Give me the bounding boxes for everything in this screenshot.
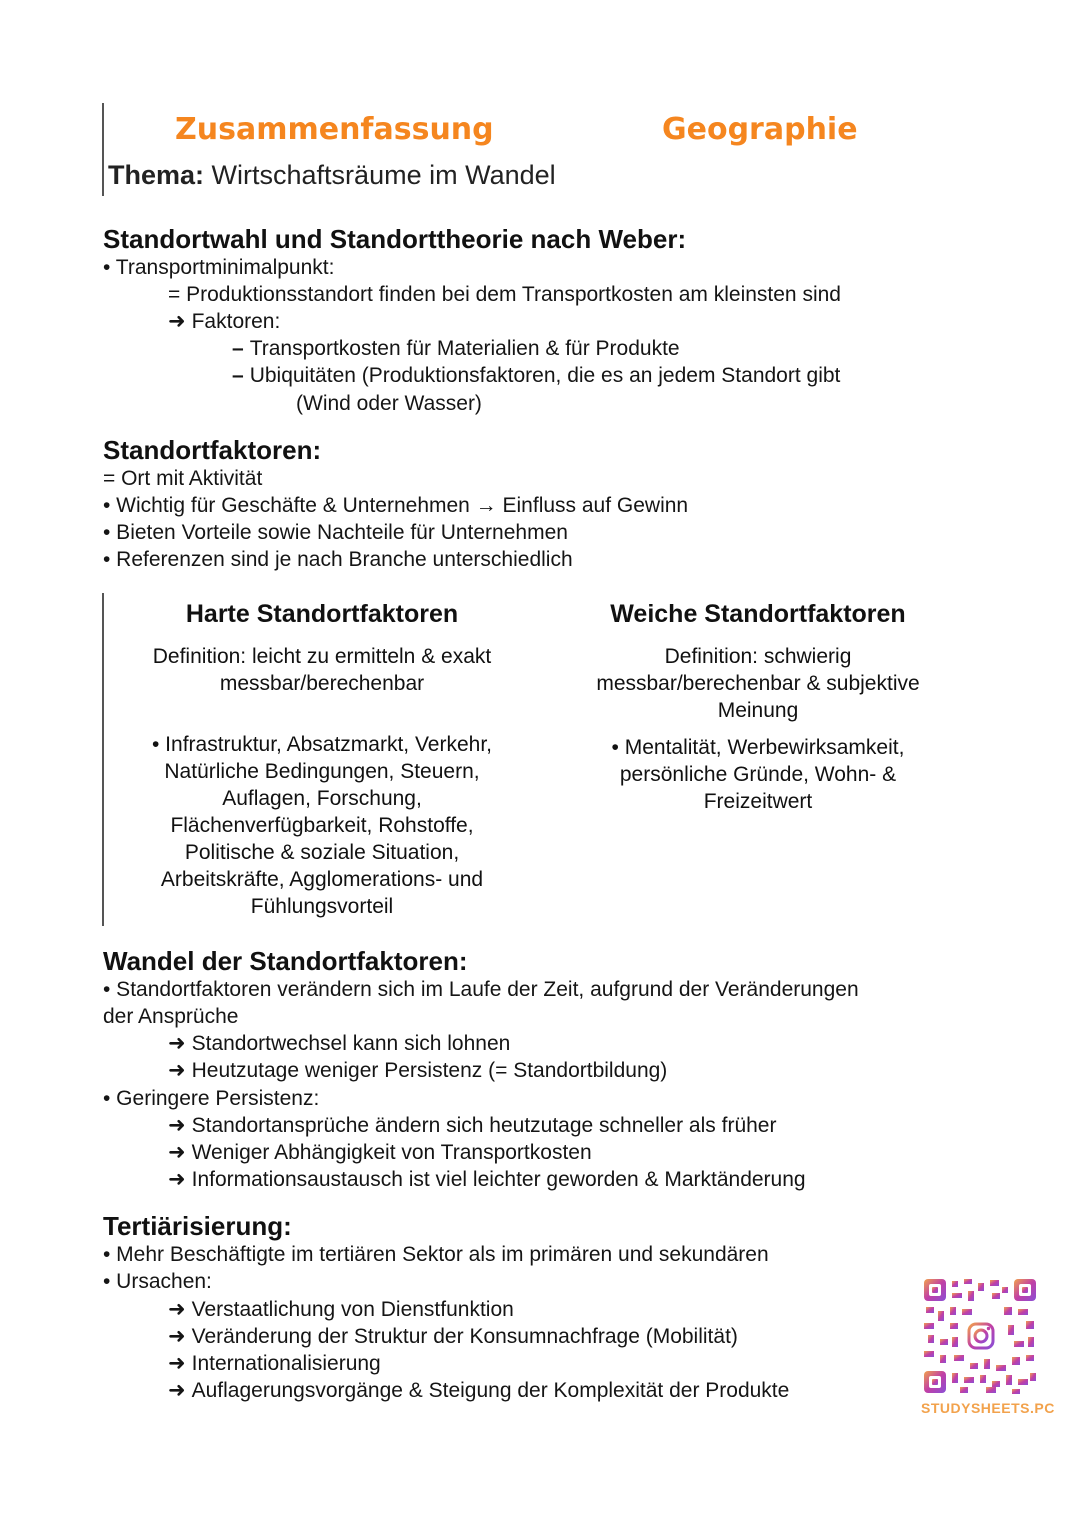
- columns-bar: [102, 593, 104, 926]
- hard-factors-column: [122, 600, 522, 920]
- header-title-right: Geographie: [662, 112, 858, 147]
- arrow-item: [168, 1377, 789, 1404]
- arrow-item: [168, 1030, 510, 1057]
- arrow-icon: ➜: [168, 1114, 186, 1137]
- hard-factors-definition: Definition: leicht zu ermitteln & exakt messbar/berechenbar: [152, 645, 492, 695]
- hard-factors-heading: Harte Standortfaktoren: [185, 600, 459, 628]
- arrow-icon: ➜: [168, 1379, 186, 1402]
- arrow-item-text: Veränderung der Struktur der Konsumnachfrage (Mobilität): [191, 1325, 738, 1348]
- text-line: • Geringere Persistenz:: [103, 1087, 320, 1110]
- qr-code-icon[interactable]: [922, 1277, 1038, 1395]
- text-line: • Transportminimalpunkt:: [103, 256, 335, 279]
- dash-icon: –: [232, 337, 244, 360]
- arrow-icon: ➜: [168, 1325, 186, 1348]
- text-line: (Wind oder Wasser): [296, 392, 482, 415]
- soft-factors-list: • Mentalität, Werbewirksamkeit, persönliche Gründe, Wohn- & Freizeitwert: [611, 736, 905, 813]
- section-tertiaerisierung-heading: Tertiärisierung:: [103, 1211, 292, 1241]
- header-title-left: Zusammenfassung: [175, 112, 494, 147]
- dash-item: [232, 335, 680, 362]
- arrow-item: [168, 1112, 776, 1139]
- section-wandel-heading: Wandel der Standortfaktoren:: [103, 946, 468, 976]
- arrow-item-text: Internationalisierung: [191, 1352, 381, 1375]
- header-bar: [102, 103, 104, 196]
- soft-factors-column: [568, 600, 948, 815]
- arrow-item: [168, 1323, 738, 1350]
- text-line: • Bieten Vorteile sowie Nachteile für Unternehmen: [103, 521, 568, 544]
- arrow-icon: ➜: [168, 1032, 186, 1055]
- dash-item-text: Ubiquitäten (Produktionsfaktoren, die es an jedem Standort gibt: [249, 364, 841, 387]
- arrow-icon: ➜: [168, 1352, 186, 1375]
- arrow-item: [168, 1350, 381, 1377]
- arrow-item-text: Standortwechsel kann sich lohnen: [191, 1032, 511, 1055]
- arrow-item: [168, 1057, 667, 1084]
- arrow-icon: ➜: [168, 1059, 186, 1082]
- arrow-item-text: Weniger Abhängigkeit von Transportkosten: [191, 1141, 592, 1164]
- text-line: der Ansprüche: [103, 1005, 239, 1028]
- arrow-icon: ➜: [168, 310, 186, 333]
- arrow-item: [168, 308, 280, 335]
- arrow-icon: ➜: [168, 1168, 186, 1191]
- dash-icon: –: [232, 364, 244, 387]
- arrow-icon: ➜: [168, 1141, 186, 1164]
- arrow-item-text: Verstaatlichung von Dienstfunktion: [191, 1298, 514, 1321]
- text-line: = Produktionsstandort finden bei dem Transportkosten am kleinsten sind: [168, 283, 841, 306]
- text-line: • Referenzen sind je nach Branche unterschiedlich: [103, 548, 573, 571]
- section-standortfaktoren-heading: Standortfaktoren:: [103, 435, 322, 465]
- topic-label: Thema:: [108, 160, 205, 190]
- hard-factors-list: • Infrastruktur, Absatzmarkt, Verkehr, Natürliche Bedingungen, Steuern, Auflagen, Forschung, Flächenverfügbarkeit, Rohstoffe, Politische & soziale Situation, Arbeitskräfte, Agglomerations- und Fühlungsvorteil: [152, 733, 492, 918]
- arrow-item-text: Auflagerungsvorgänge & Steigung der Komplexität der Produkte: [191, 1379, 790, 1402]
- text-line: • Mehr Beschäftigte im tertiären Sektor als im primären und sekundären: [103, 1243, 769, 1266]
- arrow-item-text: Informationsaustausch ist viel leichter geworden & Marktänderung: [191, 1168, 806, 1191]
- soft-factors-definition: Definition: schwierig messbar/berechenbar & subjektive Meinung: [596, 645, 920, 722]
- arrow-item-text: Standortansprüche ändern sich heutzutage schneller als früher: [191, 1114, 777, 1137]
- text-line: = Ort mit Aktivität: [103, 467, 263, 490]
- arrow-item: [168, 1139, 592, 1166]
- dash-item-text: Transportkosten für Materialien & für Produkte: [249, 337, 680, 360]
- arrow-item: [168, 1166, 806, 1193]
- topic-value: Wirtschaftsräume im Wandel: [211, 160, 556, 190]
- text-line: • Ursachen:: [103, 1270, 212, 1293]
- soft-factors-heading: Weiche Standortfaktoren: [610, 600, 906, 628]
- arrow-item: [168, 1296, 514, 1323]
- arrow-item-text: Faktoren:: [191, 310, 281, 333]
- text-line: • Standortfaktoren verändern sich im Laufe der Zeit, aufgrund der Veränderungen: [103, 978, 859, 1001]
- arrow-icon: ➜: [168, 1298, 186, 1321]
- text-line: • Wichtig für Geschäfte & Unternehmen → Einfluss auf Gewinn: [103, 494, 689, 517]
- dash-item: [232, 362, 840, 389]
- topic-line: [108, 160, 556, 191]
- section-weber-heading: Standortwahl und Standorttheorie nach Weber:: [103, 224, 687, 254]
- arrow-item-text: Heutzutage weniger Persistenz (= Standortbildung): [191, 1059, 668, 1082]
- brand-label[interactable]: STUDYSHEETS.PC: [921, 1400, 1055, 1416]
